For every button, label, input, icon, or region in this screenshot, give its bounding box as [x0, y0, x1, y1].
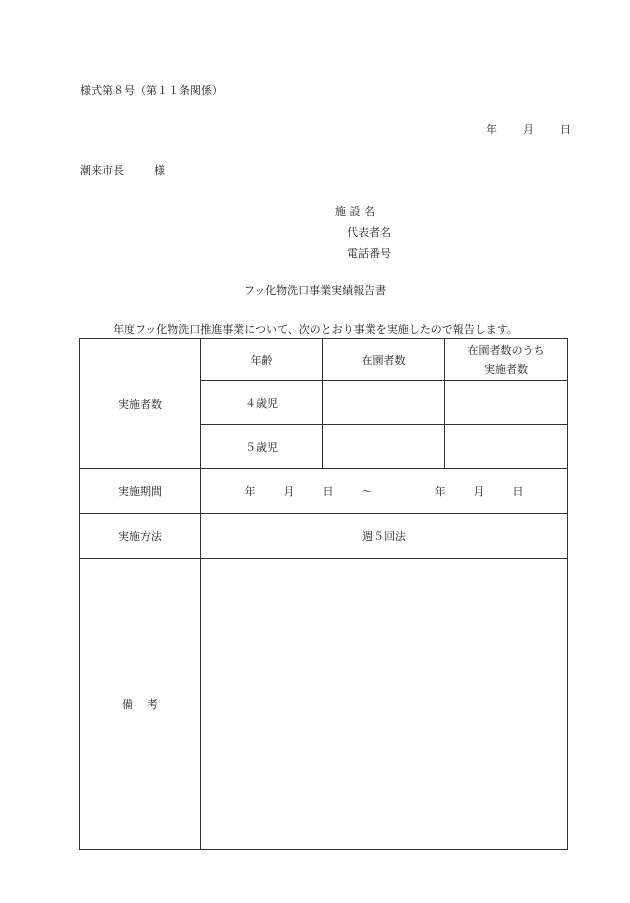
- col-participants-header-line1: 在園者数のうち: [467, 343, 545, 357]
- representative-label: 代表者名: [347, 226, 391, 239]
- col-age-header: 年齢: [201, 339, 323, 381]
- remarks-row: [80, 559, 568, 850]
- honorific: 様: [154, 164, 165, 177]
- form-number: 様式第８号（第１１条関係）: [80, 84, 223, 97]
- submission-date: [486, 121, 571, 137]
- age-cell: ４歳児: [201, 381, 323, 425]
- date-year-label: 年: [486, 123, 497, 136]
- phone-label: 電話番号: [347, 247, 391, 260]
- col-participants-header: [445, 339, 568, 381]
- end-month-label: 月: [473, 485, 485, 498]
- col-enrolled-header: 在園者数: [323, 339, 445, 381]
- facility-name-label: 施 設 名: [335, 205, 375, 218]
- participants-input-cell[interactable]: [445, 381, 568, 425]
- method-row: [80, 514, 568, 559]
- end-day-label: 日: [512, 485, 524, 498]
- intro-text: 年度フッ化物洗口推進事業について、次のとおり事業を実施したので報告します。: [113, 323, 518, 336]
- remarks-input-cell[interactable]: [201, 559, 568, 850]
- period-row: [80, 469, 568, 514]
- date-month-label: 月: [523, 123, 534, 136]
- participants-input-cell[interactable]: [445, 425, 568, 469]
- addressee: 潮来市長: [80, 164, 124, 177]
- enrolled-input-cell[interactable]: [323, 381, 445, 425]
- addressee-line: [80, 162, 165, 178]
- document-title: フッ化物洗口事業実績報告書: [243, 284, 387, 297]
- participants-label: 実施者数: [80, 339, 201, 469]
- start-day-label: 日: [322, 485, 334, 498]
- report-table: [79, 338, 568, 850]
- remarks-label-char-2: 考: [147, 698, 158, 711]
- applicant-block: [335, 201, 391, 264]
- enrolled-input-cell[interactable]: [323, 425, 445, 469]
- table-header-row: [80, 339, 568, 381]
- start-month-label: 月: [283, 485, 295, 498]
- method-value: 週５回法: [201, 514, 568, 559]
- end-year-label: 年: [434, 485, 446, 498]
- age-cell: ５歳児: [201, 425, 323, 469]
- period-date-range[interactable]: [201, 469, 568, 514]
- start-year-label: 年: [244, 485, 256, 498]
- remarks-label-char-1: 備: [122, 698, 133, 711]
- method-label: 実施方法: [80, 514, 201, 559]
- col-participants-header-line2: 実施者数: [484, 362, 528, 376]
- period-separator: ～: [361, 485, 373, 498]
- date-day-label: 日: [560, 123, 571, 136]
- period-label: 実施期間: [80, 469, 201, 514]
- remarks-label: [80, 559, 201, 850]
